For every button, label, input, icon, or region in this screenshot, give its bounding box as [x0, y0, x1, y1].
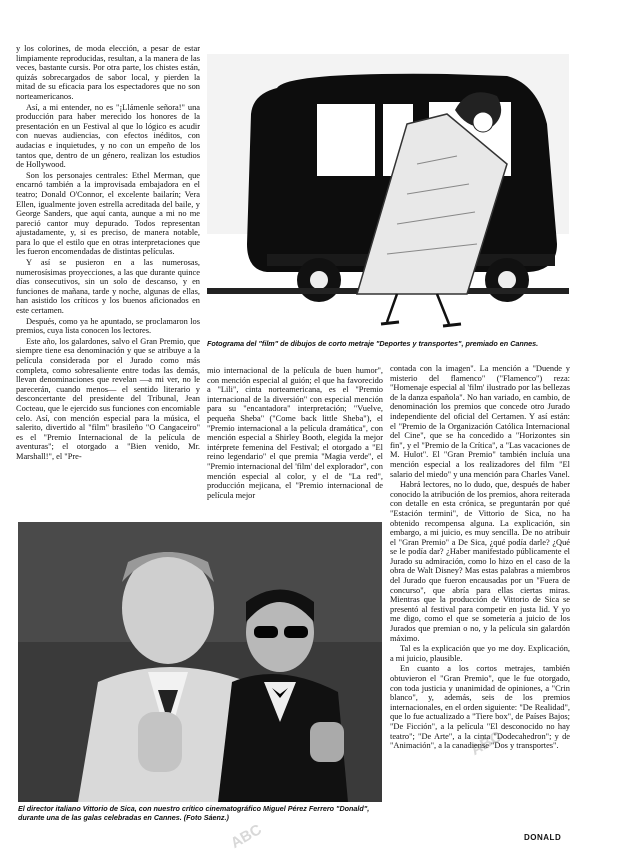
paragraph: Y así se pusieron en a las numerosas, numerosísimas proyecciones, a las que durante quince días consecutivos, sin un solo de descanso, y en funciones de mañana, tarde y noche, algunas de ellas, han asistido los críticos y los buenos aficionados en este certamen.	[16, 258, 200, 316]
photo-de-sica-and-critic	[18, 522, 382, 802]
paragraph: Habrá lectores, no lo dudo, que, después de haber conocido la atribución de los premios, ahora reiterada con detalle en esta crónica, se preguntarán por qué "Estación termini", de Vittorio de Sica, no ha obtenido recompensa alguna. La explicación, sin embargo, a mi juicio, es muy sencilla. De no atribuir el "Gran Premio" a De Sica, ¿qué podía darle? ¿Qué se le podía dar? ¿Haber manifestado públicamente el Jurado su admiración, como lo hizo en el caso de la obra de Walt Disney? Mas estas palabras a miembros del Jurado que fueron encausadas por un "Fuera de concurso", que abría para ellas ciertas miras. Mientras que la producción de Vittorio de Sica se presentó al festival para competir en justa lid. Y yo me digo, como el que se sometería a juicio de los Jurados que premian o no, y la película sin galardón máximo.	[390, 480, 570, 643]
paragraph: Después, como ya he apuntado, se proclamaron los premios, cuya lista conocen los lectores.	[16, 316, 200, 336]
paragraph: y los colorines, de moda elección, a pesar de estar limpiamente reproducidas, resultan, a la manera de las veces, bastante cursis. Por otra parte, los chistes están, quizás sobrecargados de sabor local, y pierden la mitad de su eficacia para los espectadores que no son norteamericanos.	[16, 44, 200, 101]
paragraph: Este año, los galardones, salvo el Gran Premio, que siempre tiene esa denominación y que se atribuye a la película considerada por el Jurado como más completa, como sobresaliente entre todas las demás, llevan denominaciones que revelan —a mi ver, no le parecerán, cuando menos— el sentido literario y desconcertante del presidente del Tribunal, Jean Cocteau, que le ejercido sus funciones con encomiable celo. Así, con mención especial para la música, el salerito, divertido al "film" brasileño "O Cangaceiro" es el "Premio Internacional de la película de aventuras"; el otorgado a "Bien venido, Mr. Marshall!", el "Pre-	[16, 336, 200, 461]
cartoon-drawing	[207, 44, 569, 336]
article-column-3	[390, 364, 570, 850]
author-signature: DONALD	[524, 833, 562, 842]
paragraph: En cuanto a los cortos metrajes, también obtuvieron el "Gran Premio", que le fue otorgado, con toda justicia y unanimidad de opiniones, a "Crin blanco", y, además, seis de los premios internacionales, en el orden siguiente: "De Realidad", que lo fue actualizado a "Tiere box", de Países Bajos; "De Ficción", a la película "El desconocido no hay teatro"; "De Arte", a la cinta "Dodecahedron"; y de "Animación", a la canadiense "Dos y transportes".	[390, 664, 570, 751]
article-column-2	[207, 366, 383, 516]
paragraph: contada con la imagen". La mención a "Duende y misterio del flamenco" ("Flamenco") reza: "Homenaje especial al 'film' ilustrado por las bellezas de la danza española". No han variado, en cambio, de denominación los premios que concede otro Jurado independiente del oficial del Certamen. Y así están: el "Premio de la Organización Católica Internacional del Cine", que se ha concedido a "Horizontes sin fin", y el "Premio de la Crítica", a "Las vacaciones de M. Hulot". El "Gran Premio" también incluía una mención especial a los realizadores del film "El salario del miedo" y una mención para Charles Vanel.	[390, 364, 570, 479]
paragraph: Tal es la explicación que yo me doy. Explicación, a mi juicio, plausible.	[390, 644, 570, 663]
drawing-caption: Fotograma del "film" de dibujos de corto metraje "Deportes y transportes", premiado en Cannes.	[207, 339, 539, 348]
photo-caption: El director italiano Vittorio de Sica, con nuestro crítico cinematográfico Miguel Pérez Ferrero "Donald", durante una de las galas celebradas en Cannes. (Foto Sáenz.)	[18, 804, 370, 822]
watermark: ABC	[467, 728, 505, 759]
photograph	[18, 522, 382, 802]
article-column-1	[16, 44, 200, 512]
paragraph: Así, a mi entender, no es "¡Llámenle señora!" una producción para haber merecido los honores de la presentación en un Festival al que lo lógico es acudir con nuevas audiencias, con efectos inéditos, con audacias e inquietudes, y no con un empeño de los tantos que, dentro de un género, realizan los estudios de Hollywood.	[16, 102, 200, 170]
paragraph: mio internacional de la película de buen humor", con mención especial al guión; el que ha favorecido a "Lili", cinta norteamericana, es el "Premio internacional de la diversión" con especial mención para su "encantadora" interpretación; "Vuelve, pequeña Sheba" ("Come back little Sheba"), el "Premio internacional a la película dramática", con mención especial a Shirley Booth, elegida la mejor intérprete femenina del Festival; el otorgado a "El reino legendario" el que premia "Magia verde", el "Premio internacional del 'film' del explorador", con mención especial al color, y el de "La red", producción mejicana, el "Premio internacional de película mejor	[207, 366, 383, 500]
paragraph: Son los personajes centrales: Ethel Merman, que encarnó también a la improvisada embajadora en el teatro; Donald O'Connor, el excelente bailarín; Vera Ellen, igualmente joven estrella acreditada del baile, y George Sanders, que aquí canta, aunque a mi no me pareció cantor muy depurado. Todos representan ajustadamente, y, si es preciso, de manera notable, para lo que el estilo que en otras interpretaciones que les fueron encomendadas de distintas películas.	[16, 170, 200, 257]
watermark: ABC	[227, 821, 265, 852]
cartoon-still-image	[207, 44, 569, 336]
